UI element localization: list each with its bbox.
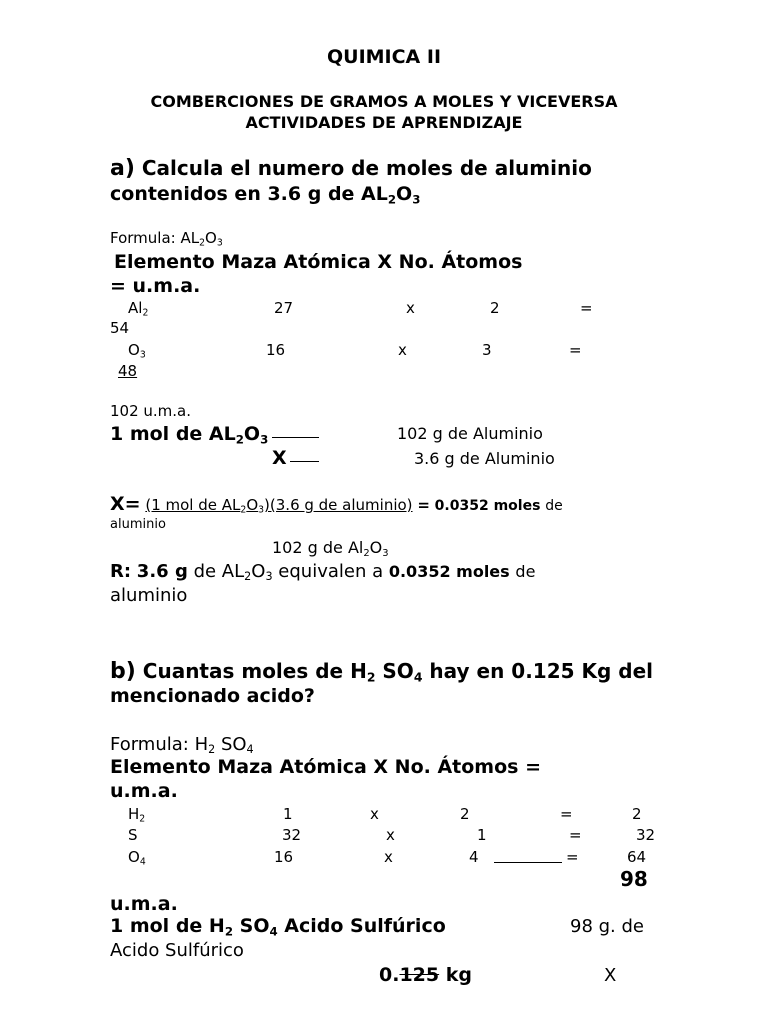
formula-label — [110, 735, 254, 756]
mol-text: Acido Sulfúrico — [284, 915, 446, 937]
subscript: 3 — [382, 547, 389, 559]
equals-cell: = — [569, 341, 582, 359]
grams-text: 98 g. de — [570, 916, 644, 937]
element-symbol: O — [396, 183, 413, 205]
atoms-cell: 2 — [460, 805, 470, 823]
table-header: Elemento Maza Atómica X No. Átomos = — [110, 756, 541, 778]
answer-label: R: — [110, 561, 132, 582]
subscript: 3 — [260, 432, 269, 447]
divider-line — [290, 461, 319, 462]
formula-label — [110, 230, 223, 247]
times-cell: x — [384, 848, 393, 866]
element-cell: O — [128, 341, 140, 359]
mol-text: 1 mol de AL — [110, 423, 236, 445]
answer-line — [110, 562, 535, 583]
result-cell: 48 — [118, 362, 138, 380]
subscript: 2 — [224, 924, 234, 939]
subscript: 4 — [139, 856, 146, 868]
equals-cell: = — [580, 299, 593, 317]
formula-text: Formula: AL — [110, 229, 200, 247]
times-cell: x — [406, 299, 415, 317]
result-unit: de — [545, 498, 563, 514]
grams-text: 102 g de Aluminio — [397, 424, 543, 443]
times-cell: x — [370, 805, 379, 823]
kg-part: kg — [439, 964, 472, 986]
page-title: QUIMICA II — [326, 46, 442, 68]
answer-text: de — [515, 562, 536, 581]
fraction-line — [110, 494, 563, 516]
subscript: 2 — [139, 813, 146, 825]
result-cell: 64 — [627, 848, 647, 866]
subscript: 3 — [216, 237, 223, 249]
formula-text: SO — [220, 734, 247, 755]
subscript: 2 — [363, 547, 370, 559]
equals-cell: = — [560, 805, 573, 823]
question-letter: b) — [110, 659, 136, 684]
x-label: X — [604, 965, 617, 986]
result-cell: 32 — [636, 826, 656, 844]
atoms-cell: 4 — [469, 848, 479, 866]
subscript: 4 — [269, 924, 278, 939]
subscript: 3 — [258, 504, 265, 516]
result-cell: 2 — [632, 805, 642, 823]
formula-text: Formula: H — [110, 734, 209, 755]
fraction-denominator — [272, 539, 389, 557]
subscript: 3 — [265, 570, 273, 584]
mass-cell: 32 — [282, 826, 302, 844]
atoms-cell: 1 — [477, 826, 487, 844]
subscript: 2 — [235, 432, 244, 447]
atoms-cell: 3 — [482, 341, 492, 359]
atoms-cell: 2 — [490, 299, 500, 317]
times-cell: x — [386, 826, 395, 844]
subscript: 2 — [199, 237, 206, 249]
total-unit: u.m.a. — [110, 893, 178, 915]
mol-label — [110, 916, 446, 938]
subscript: 3 — [412, 192, 421, 207]
result-value: 0.0352 moles — [434, 498, 541, 514]
subscript: 2 — [366, 669, 376, 685]
divider-line — [494, 862, 562, 863]
total-value: 98 — [620, 867, 648, 891]
element-symbol: O — [251, 561, 266, 582]
table-row — [128, 849, 146, 866]
element-cell: O — [128, 848, 140, 866]
kg-part: 0. — [379, 964, 400, 986]
answer-grams: 3.6 g — [136, 561, 188, 582]
subtitle: COMBERCIONES DE GRAMOS A MOLES Y VICEVERSA — [150, 92, 618, 111]
question-text: Cuantas moles de H — [142, 659, 367, 683]
kg-value — [379, 965, 472, 987]
table-header: Elemento Maza Atómica X No. Átomos — [114, 251, 523, 273]
mol-text: SO — [239, 915, 270, 937]
subtitle-2: ACTIVIDADES DE APRENDIZAJE — [245, 113, 523, 132]
total-uma: 102 u.m.a. — [110, 402, 192, 420]
subscript: 4 — [246, 743, 254, 757]
element-cell: S — [128, 826, 138, 844]
subscript: 4 — [413, 669, 423, 685]
equals-sign: = — [417, 496, 430, 514]
numerator-text: (1 mol de AL — [145, 496, 241, 514]
subscript: 2 — [387, 192, 397, 207]
fraction-numerator — [145, 496, 412, 514]
mass-cell: 27 — [274, 299, 294, 317]
question-text: Calcula el numero de moles de aluminio — [141, 156, 592, 180]
x-equals: X= — [110, 493, 141, 515]
grams-text-2: Acido Sulfúrico — [110, 940, 244, 961]
table-row — [128, 342, 146, 359]
subscript: 3 — [139, 349, 146, 361]
answer-text: de AL — [193, 561, 245, 582]
equals-cell: = — [566, 848, 579, 866]
equals-cell: = — [569, 826, 582, 844]
denominator-text: 102 g de Al — [272, 538, 364, 557]
question-text-2: contenidos en 3.6 g de AL — [110, 183, 388, 205]
kg-part: 125 — [399, 964, 440, 986]
mol-label — [110, 424, 268, 446]
mass-cell: 16 — [266, 341, 286, 359]
divider-line — [272, 437, 319, 438]
subscript: 2 — [142, 307, 149, 319]
result-unit-2: aluminio — [110, 517, 166, 532]
table-header-2: = u.m.a. — [110, 275, 201, 297]
element-symbol: O — [205, 229, 217, 247]
question-b-line2: mencionado acido? — [110, 685, 315, 707]
answer-text: equivalen a — [278, 561, 384, 582]
element-cell: H — [128, 805, 140, 823]
element-symbol: O — [246, 496, 259, 514]
subscript: 2 — [244, 570, 252, 584]
question-a-line1 — [110, 156, 592, 181]
x-label: X — [272, 447, 287, 469]
answer-result: 0.0352 moles — [388, 562, 510, 581]
table-row — [128, 300, 148, 317]
mol-text: 1 mol de H — [110, 915, 225, 937]
element-symbol: O — [243, 423, 261, 445]
table-row — [128, 827, 138, 844]
element-symbol: O — [369, 538, 383, 557]
element-cell: Al — [128, 299, 143, 317]
table-row — [128, 806, 145, 823]
result-cell: 54 — [110, 319, 130, 337]
question-letter: a) — [110, 156, 135, 181]
times-cell: x — [398, 341, 407, 359]
question-text: SO — [382, 659, 414, 683]
mass-cell: 16 — [274, 848, 294, 866]
numerator-text: )(3.6 g de aluminio) — [264, 496, 413, 514]
question-a-line2 — [110, 184, 420, 206]
subscript: 2 — [240, 504, 247, 516]
question-b-line1 — [110, 659, 653, 684]
grams-text: 3.6 g de Aluminio — [414, 449, 555, 468]
table-header-2: u.m.a. — [110, 780, 178, 802]
mass-cell: 1 — [283, 805, 293, 823]
answer-line-2: aluminio — [110, 585, 188, 606]
subscript: 2 — [208, 743, 216, 757]
question-text: hay en 0.125 Kg del — [429, 659, 654, 683]
